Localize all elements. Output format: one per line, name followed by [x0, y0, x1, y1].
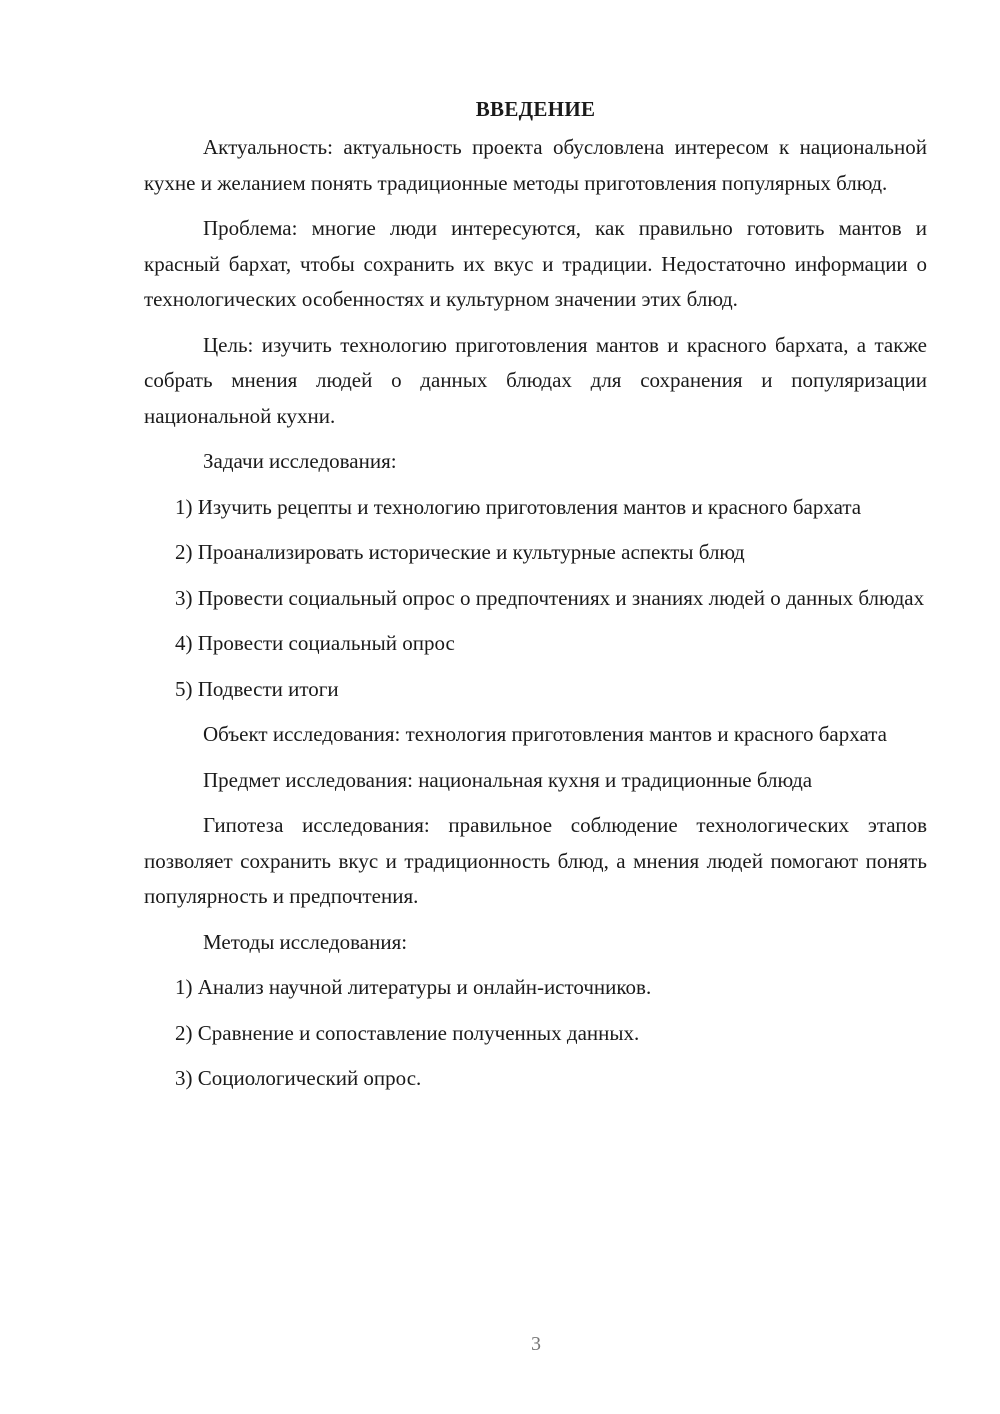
paragraph-hypothesis: Гипотеза исследования: правильное соблюдение технологических этапов позволяет сохранить вкус и традиционность блюд, а мнения людей помогают понять популярность и предпочтения. — [144, 813, 927, 908]
task-item-5: 5) Подвести итоги — [175, 676, 339, 701]
document-page — [144, 92, 927, 1107]
paragraph-methods-heading: Методы исследования: — [203, 929, 408, 954]
method-item-2: 2) Сравнение и сопоставление полученных данных. — [175, 1020, 640, 1045]
method-item-1: 1) Анализ научной литературы и онлайн-источников. — [175, 975, 652, 999]
paragraph-goal: Цель: изучить технологию приготовления мантов и красного бархата, а также собрать мнения людей о данных блюдах для сохранения и популяризации национальной кухни. — [144, 332, 927, 428]
paragraph-tasks-heading: Задачи исследования: — [203, 449, 397, 473]
paragraph-subject: Предмет исследования: национальная кухня и традиционные блюда — [203, 767, 813, 792]
page-title: ВВЕДЕНИЕ — [475, 97, 596, 121]
task-item-2: 2) Проанализировать исторические и культурные аспекты блюд — [175, 540, 745, 564]
method-item-3: 3) Социологический опрос. — [175, 1066, 422, 1090]
paragraph-problem: Проблема: многие люди интересуются, как правильно готовить мантов и красный бархат, чтобы сохранить их вкус и традиции. Недостаточно информации о технологических особенностях и культурном значении этих блюд. — [144, 216, 927, 311]
paragraph-object: Объект исследования: технология приготовления мантов и красного бархата — [203, 722, 888, 746]
task-item-4: 4) Провести социальный опрос — [175, 631, 455, 655]
task-item-1: 1) Изучить рецепты и технологию приготовления мантов и красного бархата — [175, 494, 862, 519]
page-number: 3 — [531, 1333, 541, 1355]
paragraph-relevance: Актуальность: актуальность проекта обусловлена интересом к национальной кухне и желанием понять традиционные методы приготовления популярных блюд. — [144, 135, 927, 195]
task-item-3: 3) Провести социальный опрос о предпочтениях и знаниях людей о данных блюдах — [175, 585, 925, 610]
